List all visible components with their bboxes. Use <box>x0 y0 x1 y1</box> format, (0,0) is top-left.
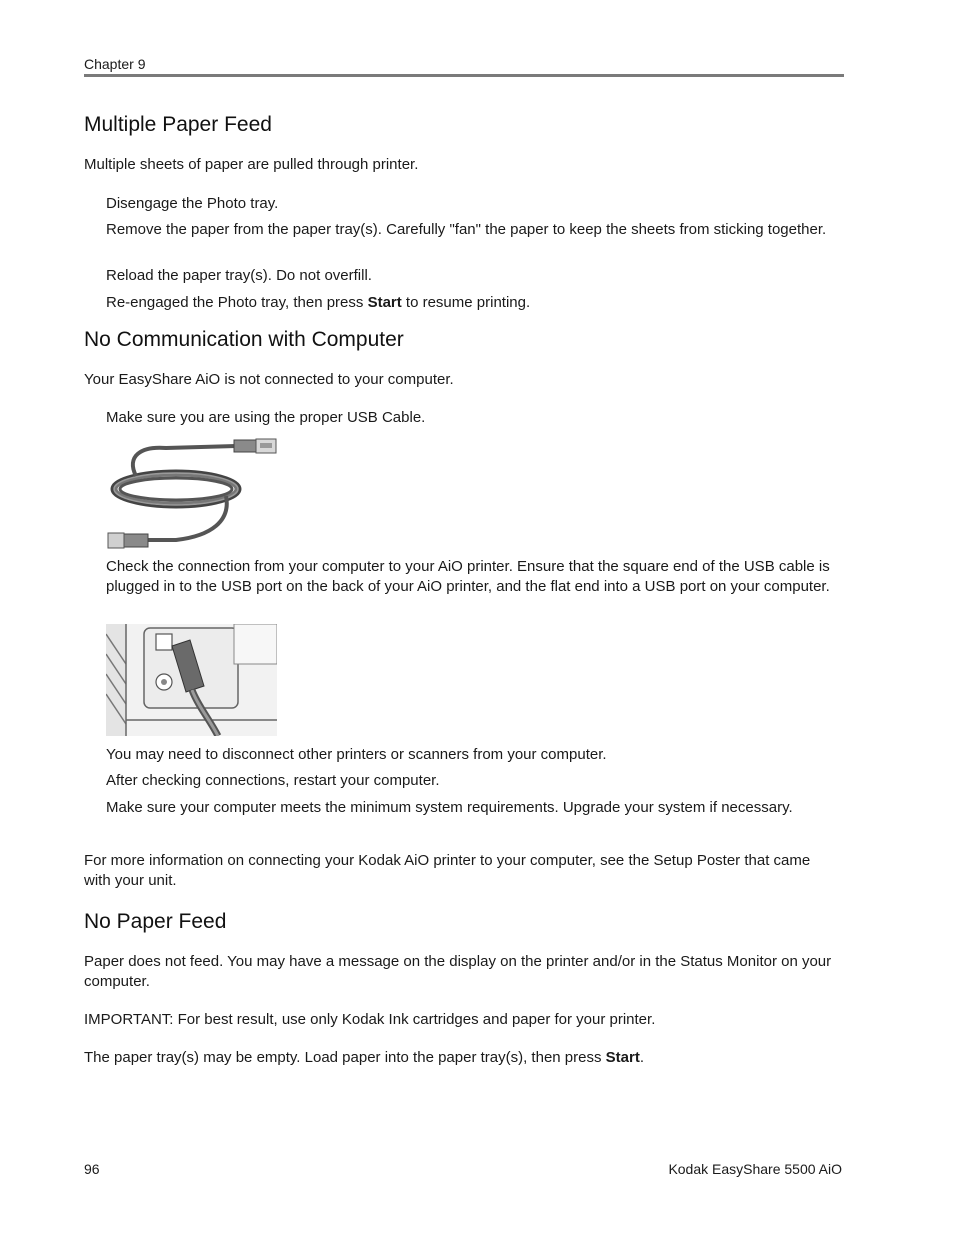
no-communication-intro: Your EasyShare AiO is not connected to your computer. <box>84 371 454 388</box>
no-communication-step-5: Make sure your computer meets the minimum system requirements. Upgrade your system if necessary. <box>106 799 793 816</box>
section-title-multiple-feed: Multiple Paper Feed <box>84 113 272 136</box>
no-communication-more-info: For more information on connecting your Kodak AiO printer to your computer, see the Setup Poster that came with your unit. <box>84 852 811 889</box>
section-title-no-paper-feed: No Paper Feed <box>84 910 227 933</box>
multiple-feed-step-4 <box>106 293 836 313</box>
no-paper-feed-important: IMPORTANT: For best result, use only Kodak Ink cartridges and paper for your printer. <box>84 1011 656 1028</box>
multiple-feed-intro: Multiple sheets of paper are pulled through printer. <box>84 156 419 173</box>
header-rule <box>84 74 844 77</box>
step-text: to resume printing. <box>401 294 531 311</box>
no-communication-step-3: You may need to disconnect other printers or scanners from your computer. <box>106 746 607 763</box>
usb-cable-image <box>106 436 278 550</box>
start-key-label: Start <box>367 294 402 311</box>
no-communication-step-4: After checking connections, restart your computer. <box>106 772 440 789</box>
product-name: Kodak EasyShare 5500 AiO <box>668 1161 842 1177</box>
multiple-feed-step-3: Reload the paper tray(s). Do not overfill. <box>106 267 372 284</box>
tray-text: . <box>639 1049 645 1066</box>
no-communication-step-2: Check the connection from your computer to your AiO printer. Ensure that the square end of the USB cable is plugged in to the USB port on the back of your AiO printer, and the flat end into a USB port on your computer. <box>106 558 830 595</box>
no-paper-feed-intro: Paper does not feed. You may have a message on the display on the printer and/or in the Status Monitor on your computer. <box>84 953 832 990</box>
section-title-no-communication: No Communication with Computer <box>84 328 404 351</box>
chapter-label: Chapter 9 <box>84 56 146 72</box>
no-paper-feed-tray <box>84 1048 644 1068</box>
start-key-label: Start <box>605 1049 640 1066</box>
page-number: 96 <box>84 1161 100 1177</box>
tray-text: The paper tray(s) may be empty. Load paper into the paper tray(s), then press <box>84 1049 606 1066</box>
step-text: Re-engaged the Photo tray, then press <box>106 294 368 311</box>
multiple-feed-step-2: Remove the paper from the paper tray(s). Carefully "fan" the paper to keep the sheets from sticking together. <box>106 221 827 238</box>
usb-port-image <box>106 624 277 736</box>
no-communication-step-1: Make sure you are using the proper USB Cable. <box>106 409 426 426</box>
multiple-feed-step-1: Disengage the Photo tray. <box>106 195 279 212</box>
